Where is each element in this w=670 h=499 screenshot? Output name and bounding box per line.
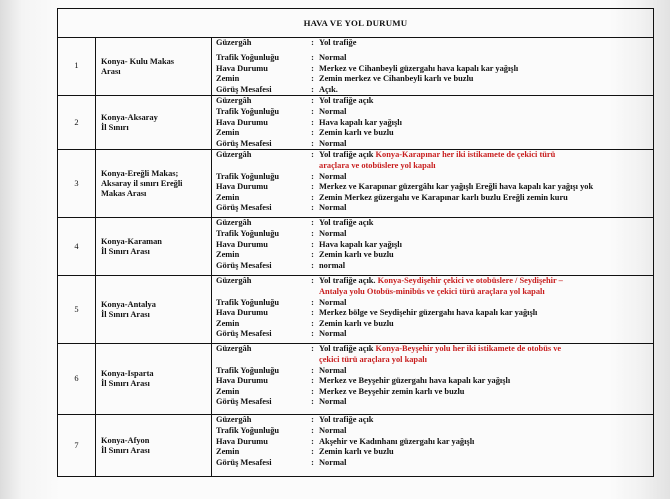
weather-label: Hava Durumu (216, 308, 268, 318)
table-row (58, 344, 654, 415)
colon-separator (308, 355, 317, 366)
route-name-line: Konya-Aksaray (101, 112, 158, 122)
colon-separator: : (311, 138, 314, 148)
colon-separator: : (311, 106, 314, 116)
route-name (96, 96, 212, 150)
route-status-cont-line (212, 161, 653, 172)
surface-label: Zemin (216, 74, 240, 84)
visibility-label: Görüş Mesafesi (216, 138, 272, 148)
table-body (58, 38, 654, 477)
visibility-value: Normal (319, 138, 347, 148)
route-name-line: Arası (101, 66, 121, 76)
route-status-cont-label (212, 287, 308, 298)
row-number: 6 (58, 344, 96, 415)
route-status-line (212, 415, 653, 426)
surface-line (212, 193, 653, 204)
route-status-value (317, 344, 653, 355)
route-status-text: Yol trafiğe açık (319, 415, 374, 425)
route-closure-alert: Konya-Seydişehir çekici ve otobüslere / Seydişehir – (377, 276, 563, 286)
route-status-text: Yol trafiğe açık (319, 218, 374, 228)
colon-separator: : (311, 386, 314, 396)
surface-value: Zemin karlı ve buzlu (319, 128, 394, 138)
visibility-line (212, 458, 653, 469)
route-details (212, 96, 654, 150)
route-status-line (212, 150, 653, 161)
weather-value: Merkez ve Beyşehir güzergahı hava kapalı kar yağışlı (319, 376, 511, 386)
surface-value: Zemin merkez ve Cihanbeyli karlı ve buzlu (319, 74, 474, 84)
weather-label: Hava Durumu (216, 436, 268, 446)
route-name-line: İl Sınırı Arası (101, 309, 150, 319)
weather-label: Hava Durumu (216, 239, 268, 249)
colon-separator: : (311, 365, 314, 375)
row-number: 1 (58, 38, 96, 96)
route-status-line (212, 96, 653, 107)
route-details (212, 344, 654, 415)
table-row (58, 96, 654, 150)
colon-separator: : (311, 318, 314, 328)
colon-separator: : (311, 308, 314, 318)
visibility-label: Görüş Mesafesi (216, 203, 272, 213)
surface-label: Zemin (216, 250, 240, 260)
traffic-label: Trafik Yoğunluğu (216, 297, 280, 307)
visibility-label: Görüş Mesafesi (216, 84, 272, 94)
route-status-label: Güzergâh (216, 415, 252, 425)
table-row (58, 38, 654, 96)
surface-label: Zemin (216, 192, 240, 202)
weather-road-table (57, 8, 654, 477)
route-name-line: İl Sınırı Arası (101, 445, 150, 455)
visibility-value: Normal (319, 329, 347, 339)
visibility-line (212, 203, 653, 214)
traffic-line (212, 366, 653, 377)
colon-separator: : (311, 250, 314, 260)
traffic-label: Trafik Yoğunluğu (216, 365, 280, 375)
colon-separator: : (311, 376, 314, 386)
weather-value: Hava kapalı kar yağışlı (319, 239, 402, 249)
route-status-cont-value (317, 355, 653, 366)
weather-label: Hava Durumu (216, 63, 268, 73)
surface-label: Zemin (216, 447, 240, 457)
route-closure-alert: Konya-Beyşehir yolu her iki istikamete de otobüs ve (375, 344, 562, 354)
route-status-cont-line (212, 355, 653, 366)
visibility-label: Görüş Mesafesi (216, 260, 272, 270)
colon-separator: : (311, 425, 314, 435)
traffic-value: Normal (319, 53, 347, 63)
colon-separator: : (311, 63, 314, 73)
colon-separator: : (311, 171, 314, 181)
traffic-line (212, 49, 653, 64)
route-status-label: Güzergâh (216, 344, 252, 354)
route-status-text: Yol trafiğe açık (319, 150, 376, 160)
traffic-value: Normal (319, 425, 347, 435)
route-status-line (212, 344, 653, 355)
route-status-label: Güzergâh (216, 218, 252, 228)
route-status-value (317, 276, 653, 287)
route-name-line: İl Sınırı Arası (101, 379, 150, 389)
colon-separator: : (311, 447, 314, 457)
visibility-label: Görüş Mesafesi (216, 329, 272, 339)
row-number: 5 (58, 276, 96, 344)
row-number: 7 (58, 415, 96, 477)
route-name-line: Konya-Karaman (101, 236, 162, 246)
weather-value: Akşehir ve Kadınhanı güzergahı kar yağışlı (319, 436, 475, 446)
route-status-text: Yol trafiğe açık (319, 344, 376, 354)
weather-value: Merkez bölge ve Seydişehir güzergahı hava kapalı kar yağışlı (319, 308, 538, 318)
row-number: 2 (58, 96, 96, 150)
route-name-line: İl Sınırı (101, 122, 129, 132)
table-row (58, 150, 654, 218)
surface-value: Zemin karlı ve buzlu (319, 250, 394, 260)
colon-separator (308, 287, 317, 298)
visibility-value: Normal (319, 457, 347, 467)
route-status-cont-label (212, 161, 308, 172)
weather-line (212, 182, 653, 193)
traffic-label: Trafik Yoğunluğu (216, 171, 280, 181)
weather-line (212, 240, 653, 251)
colon-separator: : (311, 297, 314, 307)
route-status-label: Güzergâh (216, 38, 252, 47)
route-name (96, 218, 212, 276)
traffic-label: Trafik Yoğunluğu (216, 228, 280, 238)
visibility-value: Normal (319, 397, 347, 407)
route-name-line: Konya- Kulu Makas (101, 56, 175, 66)
colon-separator: : (311, 344, 314, 354)
route-status-line (212, 276, 653, 287)
colon-separator: : (311, 128, 314, 138)
surface-value: Zemin karlı ve buzlu (319, 318, 394, 328)
surface-value: Zemin Merkez güzergahı ve Karapınar karlı buzlu Ereğli zemin kuru (319, 192, 568, 202)
route-name (96, 150, 212, 218)
row-number: 3 (58, 150, 96, 218)
traffic-value: Normal (319, 106, 347, 116)
route-status-cont-value (317, 161, 653, 172)
traffic-line (212, 107, 653, 118)
weather-label: Hava Durumu (216, 117, 268, 127)
surface-line (212, 387, 653, 398)
route-closure-alert-cont: araçlara ve otobüslere yol kapalı (319, 160, 436, 170)
traffic-line (212, 298, 653, 309)
route-name-line: Aksaray il sınırı Ereğli (101, 178, 183, 188)
route-status-value (317, 96, 653, 107)
traffic-line (212, 229, 653, 240)
weather-line (212, 64, 653, 75)
weather-value: Merkez ve Karapınar güzergâhı kar yağışlı Ereğli hava kapalı kar yağışı yok (319, 182, 594, 192)
route-name-line: Konya-Antalya (101, 299, 156, 309)
colon-separator: : (311, 228, 314, 238)
colon-separator: : (311, 203, 314, 213)
route-status-text: Yol trafiğe (319, 38, 357, 47)
surface-label: Zemin (216, 386, 240, 396)
route-name-line: Konya-Isparta (101, 369, 154, 379)
route-closure-alert-cont: çekici türü araçlara yol kapalı (319, 354, 427, 364)
route-closure-alert: Konya-Karapınar her iki istikamete de çekici türü (375, 150, 556, 160)
route-status-line (212, 218, 653, 229)
colon-separator: : (311, 96, 314, 106)
route-status-line (212, 38, 653, 49)
route-status-value (317, 38, 653, 49)
colon-separator: : (311, 192, 314, 202)
table-row (58, 218, 654, 276)
traffic-value: Normal (319, 228, 347, 238)
visibility-value: normal (319, 260, 346, 270)
route-status-text: Yol trafiğe açık. (319, 276, 378, 286)
weather-label: Hava Durumu (216, 376, 268, 386)
colon-separator: : (311, 329, 314, 339)
visibility-line (212, 397, 653, 408)
weather-value: Hava kapalı kar yağışlı (319, 117, 402, 127)
surface-line (212, 447, 653, 458)
surface-label: Zemin (216, 128, 240, 138)
route-status-cont-label (212, 355, 308, 366)
route-name-line: Konya-Afyon (101, 435, 150, 445)
route-name (96, 38, 212, 96)
table-title: HAVA VE YOL DURUMU (58, 9, 654, 38)
colon-separator: : (311, 415, 314, 425)
route-details (212, 276, 654, 344)
route-details (212, 218, 654, 276)
colon-separator: : (311, 182, 314, 192)
weather-line (212, 376, 653, 387)
table-row (58, 415, 654, 477)
surface-value: Merkez ve Beyşehir zemin karlı ve buzlu (319, 386, 465, 396)
route-name-line: Makas Arası (101, 188, 147, 198)
route-name-line: Konya-Ereğli Makas; (101, 168, 179, 178)
visibility-line (212, 85, 653, 96)
colon-separator: : (311, 397, 314, 407)
weather-line (212, 437, 653, 448)
row-number: 4 (58, 218, 96, 276)
route-status-value (317, 415, 653, 426)
route-name (96, 344, 212, 415)
visibility-line (212, 139, 653, 150)
weather-line (212, 118, 653, 129)
surface-line (212, 319, 653, 330)
visibility-value: Normal (319, 203, 347, 213)
visibility-line (212, 329, 653, 340)
route-name-line: İl Sınırı Arası (101, 246, 150, 256)
colon-separator: : (311, 38, 314, 47)
colon-separator: : (311, 276, 314, 286)
surface-line (212, 250, 653, 261)
visibility-label: Görüş Mesafesi (216, 397, 272, 407)
traffic-label: Trafik Yoğunluğu (216, 53, 280, 63)
surface-label: Zemin (216, 318, 240, 328)
route-status-label: Güzergâh (216, 96, 252, 106)
route-details (212, 150, 654, 218)
surface-value: Zemin karlı ve buzlu (319, 447, 394, 457)
surface-line (212, 74, 653, 85)
route-status-value (317, 218, 653, 229)
colon-separator: : (311, 84, 314, 94)
traffic-line (212, 426, 653, 437)
table-row (58, 276, 654, 344)
route-status-cont-value (317, 287, 653, 298)
traffic-value: Normal (319, 171, 347, 181)
route-status-text: Yol trafiğe açık (319, 96, 374, 106)
weather-line (212, 308, 653, 319)
visibility-line (212, 261, 653, 272)
traffic-value: Normal (319, 365, 347, 375)
colon-separator: : (311, 53, 314, 63)
surface-line (212, 128, 653, 139)
route-details (212, 38, 654, 96)
colon-separator: : (311, 218, 314, 228)
colon-separator: : (311, 150, 314, 160)
route-status-label: Güzergâh (216, 276, 252, 286)
route-name (96, 415, 212, 477)
visibility-value: Açık. (319, 84, 338, 94)
traffic-line (212, 172, 653, 183)
traffic-label: Trafik Yoğunluğu (216, 425, 280, 435)
weather-label: Hava Durumu (216, 182, 268, 192)
colon-separator: : (311, 74, 314, 84)
route-details (212, 415, 654, 477)
visibility-label: Görüş Mesafesi (216, 457, 272, 467)
route-status-value (317, 150, 653, 161)
route-status-label: Güzergâh (216, 150, 252, 160)
colon-separator (308, 161, 317, 172)
route-name (96, 276, 212, 344)
weather-value: Merkez ve Cihanbeyli güzergahı hava kapalı kar yağışlı (319, 63, 519, 73)
traffic-label: Trafik Yoğunluğu (216, 106, 280, 116)
traffic-value: Normal (319, 297, 347, 307)
route-status-cont-line (212, 287, 653, 298)
colon-separator: : (311, 117, 314, 127)
colon-separator: : (311, 239, 314, 249)
colon-separator: : (311, 457, 314, 467)
colon-separator: : (311, 260, 314, 270)
route-closure-alert-cont: Antalya yolu Otobüs-minibüs ve çekici türü araçlara yol kapalı (319, 286, 545, 296)
colon-separator: : (311, 436, 314, 446)
